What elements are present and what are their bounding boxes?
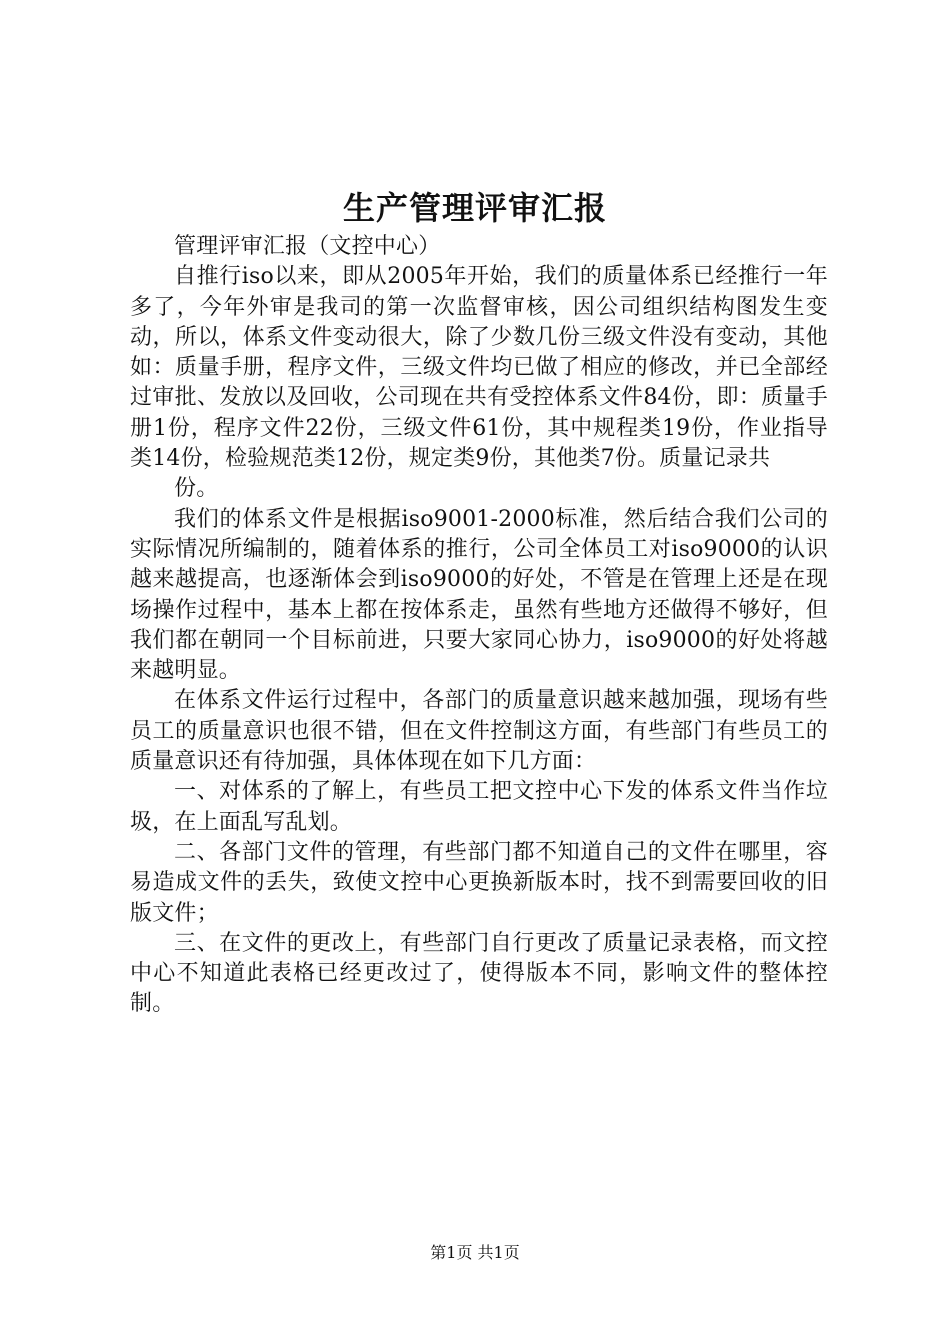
body-paragraph: 自推行iso以来，即从2005年开始，我们的质量体系已经推行一年多了，今年外审是我司的第一次监督审核，因公司组织结构图发生变动，所以，体系文件变动很大，除了少数几份三级文件没有变动，其他如：质量手册，程序文件，三级文件均已做了相应的修改，并已全部经过审批、发放以及回收，公司现在共有受控体系文件84份，即：质量手册1份，程序文件22份，三级文件61份，其中规程类19份，作业指导类14份，检验规范类12份，规定类9份，其他类7份。质量记录共 [130,264,828,472]
body-paragraph: 份。 [174,476,219,502]
list-paragraph: 一、对体系的了解上，有些员工把文控中心下发的体系文件当作垃圾，在上面乱写乱划。 [130,779,828,835]
document-title: 生产管理评审汇报 [342,189,607,227]
page-footer: 第1页 共1页 [430,1243,520,1262]
document-body [130,232,828,1020]
list-paragraph: 二、各部门文件的管理，有些部门都不知道自己的文件在哪里，容易造成文件的丢失，致使文控中心更换新版本时，找不到需要回收的旧版文件； [130,839,828,926]
body-paragraph: 在体系文件运行过程中，各部门的质量意识越来越加强，现场有些员工的质量意识也很不错，但在文件控制这方面，有些部门有些员工的质量意识还有待加强，具体体现在如下几方面： [130,688,828,775]
subtitle-paragraph: 管理评审汇报（文控中心） [174,234,441,259]
list-paragraph: 三、在文件的更改上，有些部门自行更改了质量记录表格，而文控中心不知道此表格已经更改过了，使得版本不同，影响文件的整体控制。 [130,930,828,1017]
body-paragraph: 我们的体系文件是根据iso9001-2000标准，然后结合我们公司的实际情况所编制的，随着体系的推行，公司全体员工对iso9000的认识越来越提高，也逐渐体会到iso9000的好处，不管是在管理上还是在现场操作过程中，基本上都在按体系走，虽然有些地方还做得不够好，但我们都在朝同一个目标前进，只要大家同心协力，iso9000的好处将越来越明显。 [130,506,828,684]
